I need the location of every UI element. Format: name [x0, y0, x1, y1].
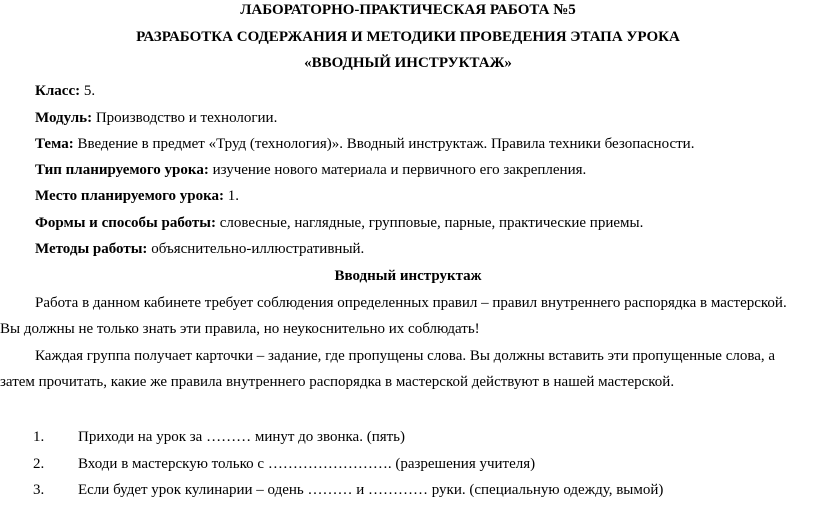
field-lesson-type-label: Тип планируемого урока: [35, 162, 209, 178]
field-place-value: 1. [227, 188, 240, 204]
field-lesson-type [35, 162, 586, 179]
field-module [35, 110, 277, 127]
list-item-number: 2. [33, 456, 45, 472]
section-title: Вводный инструктаж [334, 268, 482, 284]
field-class [35, 83, 95, 100]
field-module-value: Производство и технологии. [95, 110, 278, 126]
list-item-number: 3. [33, 482, 45, 498]
field-forms-label: Формы и способы работы: [35, 215, 217, 231]
list-item-text: Приходи на урок за ……… минут до звонка. (пять) [78, 429, 406, 445]
field-forms-value: словесные, наглядные, групповые, парные, практические приемы. [219, 215, 644, 231]
field-module-label: Модуль: [35, 110, 93, 126]
list-item-text: Входи в мастерскую только с ……………………. (разрешения учителя) [78, 456, 536, 472]
paragraph-2-line-2: затем прочитать, какие же правила внутреннего распорядка в мастерской действуют в нашей мастерской. [0, 374, 675, 390]
field-place [35, 188, 239, 205]
field-topic-label: Тема: [35, 136, 74, 152]
doc-title-line-1: ЛАБОРАТОРНО-ПРАКТИЧЕСКАЯ РАБОТА №5 [240, 2, 576, 18]
field-lesson-type-value: изучение нового материала и первичного его закрепления. [212, 162, 587, 178]
field-methods-label: Методы работы: [35, 241, 148, 257]
field-class-label: Класс: [35, 83, 81, 99]
field-methods-value: объяснительно-иллюстративный. [151, 241, 365, 257]
list-item-number: 1. [33, 429, 45, 445]
paragraph-1-line-2: Вы должны не только знать эти правила, но неукоснительно их соблюдать! [0, 321, 480, 337]
paragraph-2-line-1: Каждая группа получает карточки – задание, где пропущены слова. Вы должны вставить эти пропущенные слова, а [35, 348, 776, 364]
field-methods [35, 241, 364, 258]
doc-title-line-2: РАЗРАБОТКА СОДЕРЖАНИЯ И МЕТОДИКИ ПРОВЕДЕНИЯ ЭТАПА УРОКА [136, 29, 680, 45]
field-class-value: 5. [83, 83, 96, 99]
field-place-label: Место планируемого урока: [35, 188, 225, 204]
list-item-text: Если будет урок кулинарии – одень ……… и ………… руки. (специальную одежду, вымой) [78, 482, 664, 498]
field-topic-value: Введение в предмет «Труд (технология)». Вводный инструктаж. Правила техники безопасности. [77, 136, 695, 152]
field-forms [35, 215, 643, 232]
field-topic [35, 136, 694, 153]
paragraph-1-line-1: Работа в данном кабинете требует соблюдения определенных правил – правил внутреннего распорядка в мастерской. [35, 295, 787, 311]
doc-title-line-3: «ВВОДНЫЙ ИНСТРУКТАЖ» [304, 55, 512, 71]
